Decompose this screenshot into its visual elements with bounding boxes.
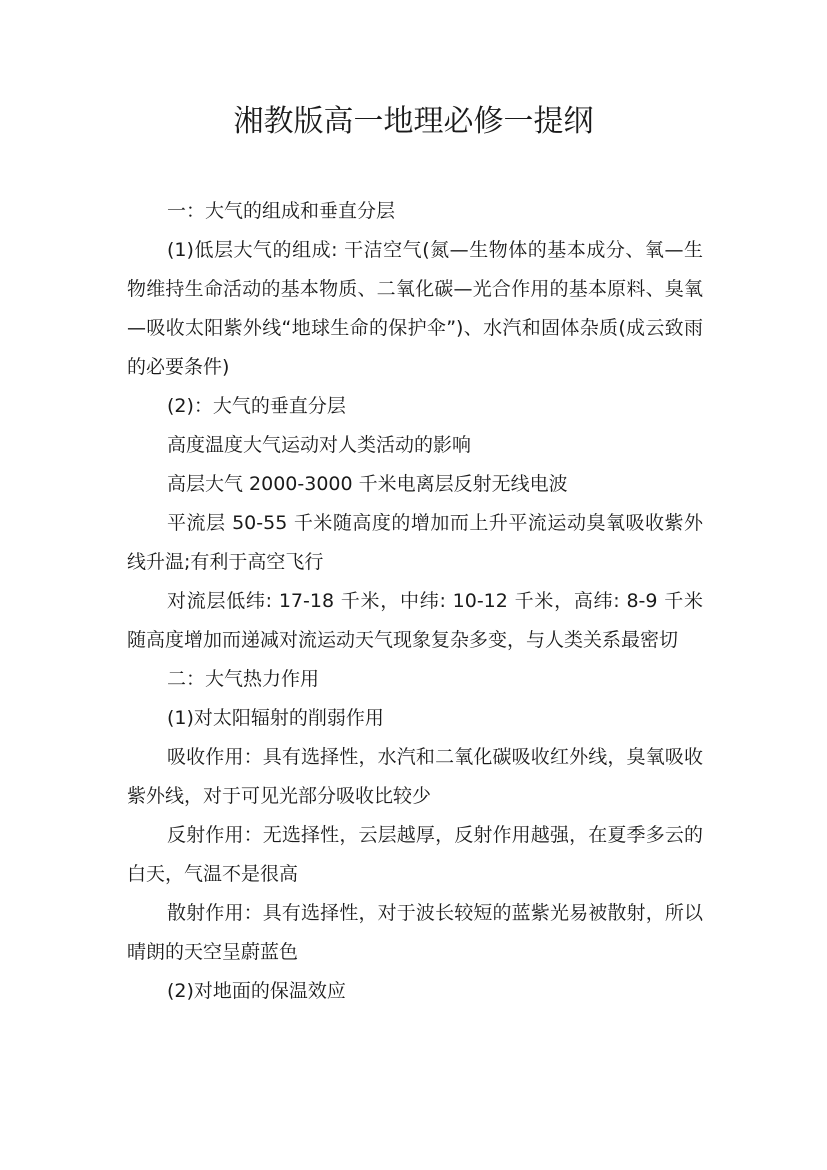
paragraph-stratosphere: 平流层 50-55 千米随高度的增加而上升平流运动臭氧吸收紫外线升温;有利于高空飞行 bbox=[127, 512, 703, 573]
subheading-vertical-layers: (2)：大气的垂直分层 bbox=[167, 395, 346, 417]
subheading-ground-insulation: (2)对地面的保温效应 bbox=[167, 980, 346, 1002]
section-heading-thermal-effects: 二：大气热力作用 bbox=[167, 668, 320, 690]
section-heading-atmosphere-composition: 一：大气的组成和垂直分层 bbox=[167, 200, 396, 222]
document-title: 湘教版高一地理必修一提纲 bbox=[233, 104, 594, 139]
document-body bbox=[127, 192, 703, 1011]
paragraph-lower-atmosphere-composition: (1)低层大气的组成: 干洁空气(氮—生物体的基本成分、氧—生物维持生命活动的基本物质、二氧化碳—光合作用的基本原料、臭氧—吸收太阳紫外线“地球生命的保护伞”)、水汽和固体杂质(成云致雨的必要条件) bbox=[127, 239, 703, 378]
paragraph-layer-header: 高度温度大气运动对人类活动的影响 bbox=[167, 434, 472, 456]
paragraph-upper-atmosphere: 高层大气 2000-3000 千米电离层反射无线电波 bbox=[167, 473, 568, 495]
paragraph-scattering: 散射作用：具有选择性，对于波长较短的蓝紫光易被散射，所以晴朗的天空呈蔚蓝色 bbox=[127, 902, 703, 963]
paragraph-reflection: 反射作用：无选择性，云层越厚，反射作用越强，在夏季多云的白天，气温不是很高 bbox=[127, 824, 703, 885]
paragraph-absorption: 吸收作用：具有选择性，水汽和二氧化碳吸收红外线，臭氧吸收紫外线，对于可见光部分吸收比较少 bbox=[127, 746, 703, 807]
subheading-solar-weakening: (1)对太阳辐射的削弱作用 bbox=[167, 707, 384, 729]
paragraph-troposphere: 对流层低纬: 17-18 千米，中纬: 10-12 千米，高纬: 8-9 千米随高度增加而递减对流运动天气现象复杂多变，与人类关系最密切 bbox=[127, 590, 703, 651]
